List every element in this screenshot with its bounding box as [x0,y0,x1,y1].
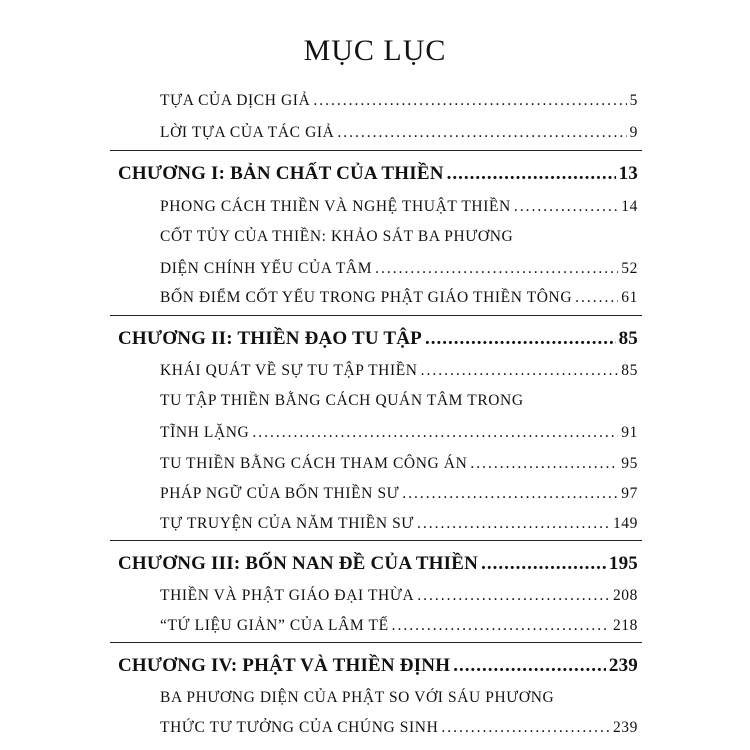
toc-entry [160,392,638,410]
entry-title: KHÁI QUÁT VỀ SỰ TU TẬP THIỀN [160,362,418,379]
page-number: 85 [618,328,638,349]
dot-leader [313,92,626,110]
entry-title: “TỨ LIỆU GIẢN” CỦA LÂM TẾ [160,617,389,634]
toc-entry [160,260,638,278]
toc-chapter [118,163,638,185]
dot-leader [402,485,618,503]
page-number: 52 [621,260,638,277]
entry-title: TỰA CỦA DỊCH GIẢ [160,92,311,109]
chapter-title: CHƯƠNG IV: PHẬT VÀ THIỀN ĐỊNH [118,655,451,676]
toc-entry [160,719,638,737]
entry-title: BỐN ĐIỂM CỐT YẾU TRONG PHẬT GIÁO THIỀN TÔNG [160,289,573,306]
entry-title: TU THIỀN BẰNG CÁCH THAM CÔNG ÁN [160,455,468,472]
entry-title: TỰ TRUYỆN CỦA NĂM THIỀN SƯ [160,515,414,532]
dot-leader [421,362,619,380]
chapter-title: CHƯƠNG I: BẢN CHẤT CỦA THIỀN [118,163,444,184]
entry-title: TU TẬP THIỀN BẰNG CÁCH QUÁN TÂM TRONG [160,392,524,409]
page-number: 95 [621,455,638,472]
page-number: 9 [629,124,638,141]
toc-entry [160,455,638,473]
section-divider [110,540,642,541]
page-number: 239 [612,719,638,736]
page-number: 195 [608,553,638,574]
toc-entry [160,689,638,707]
dot-leader [447,163,616,185]
page-number: 61 [621,289,638,306]
toc-chapter [118,553,638,575]
toc-entry [160,124,638,142]
dot-leader [337,124,626,142]
toc-entry [160,92,638,110]
dot-leader [425,328,616,350]
toc-entry [160,485,638,503]
dot-leader [481,553,606,575]
dot-leader [252,424,618,442]
page-number: 239 [608,655,638,676]
entry-title: BA PHƯƠNG DIỆN CỦA PHẬT SO VỚI SÁU PHƯƠNG [160,689,555,706]
dot-leader [514,198,618,216]
entry-title: LỜI TỰA CỦA TÁC GIẢ [160,124,335,141]
entry-title: THIỀN VÀ PHẬT GIÁO ĐẠI THỪA [160,587,415,604]
toc-entry [160,198,638,216]
dot-leader [392,617,610,635]
page-number: 97 [621,485,638,502]
toc-chapter [118,655,638,677]
entry-title: PHONG CÁCH THIỀN VÀ NGHỆ THUẬT THIỀN [160,198,511,215]
dot-leader [441,719,610,737]
dot-leader [417,587,610,605]
page-number: 5 [629,92,638,109]
entry-title: DIỆN CHÍNH YẾU CỦA TÂM [160,260,373,277]
toc-entry [160,587,638,605]
page-number: 218 [612,617,638,634]
section-divider [110,642,642,643]
section-divider [110,315,642,316]
toc-entry [160,289,638,307]
dot-leader [417,515,610,533]
dot-leader [453,655,606,677]
dot-leader [575,289,618,307]
page-number: 14 [621,198,638,215]
chapter-title: CHƯƠNG II: THIỀN ĐẠO TU TẬP [118,328,422,349]
toc-entry [160,617,638,635]
dot-leader [470,455,618,473]
chapter-title: CHƯƠNG III: BỐN NAN ĐỀ CỦA THIỀN [118,553,479,574]
entry-title: THỨC TƯ TƯỞNG CỦA CHÚNG SINH [160,719,439,736]
page-number: 208 [612,587,638,604]
page-number: 13 [618,163,638,184]
dot-leader [375,260,618,278]
toc-chapter [118,328,638,350]
entry-title: PHÁP NGỮ CỦA BỐN THIỀN SƯ [160,485,400,502]
page-number: 149 [612,515,638,532]
section-divider [110,150,642,151]
toc-entry [160,228,638,246]
toc-entry [160,362,638,380]
entry-title: CỐT TỦY CỦA THIỀN: KHẢO SÁT BA PHƯƠNG [160,228,514,245]
page-number: 91 [621,424,638,441]
toc-entry [160,424,638,442]
page-number: 85 [621,362,638,379]
toc-entry [160,515,638,533]
page-title: MỤC LỤC [303,34,447,68]
entry-title: TĨNH LẶNG [160,424,250,441]
